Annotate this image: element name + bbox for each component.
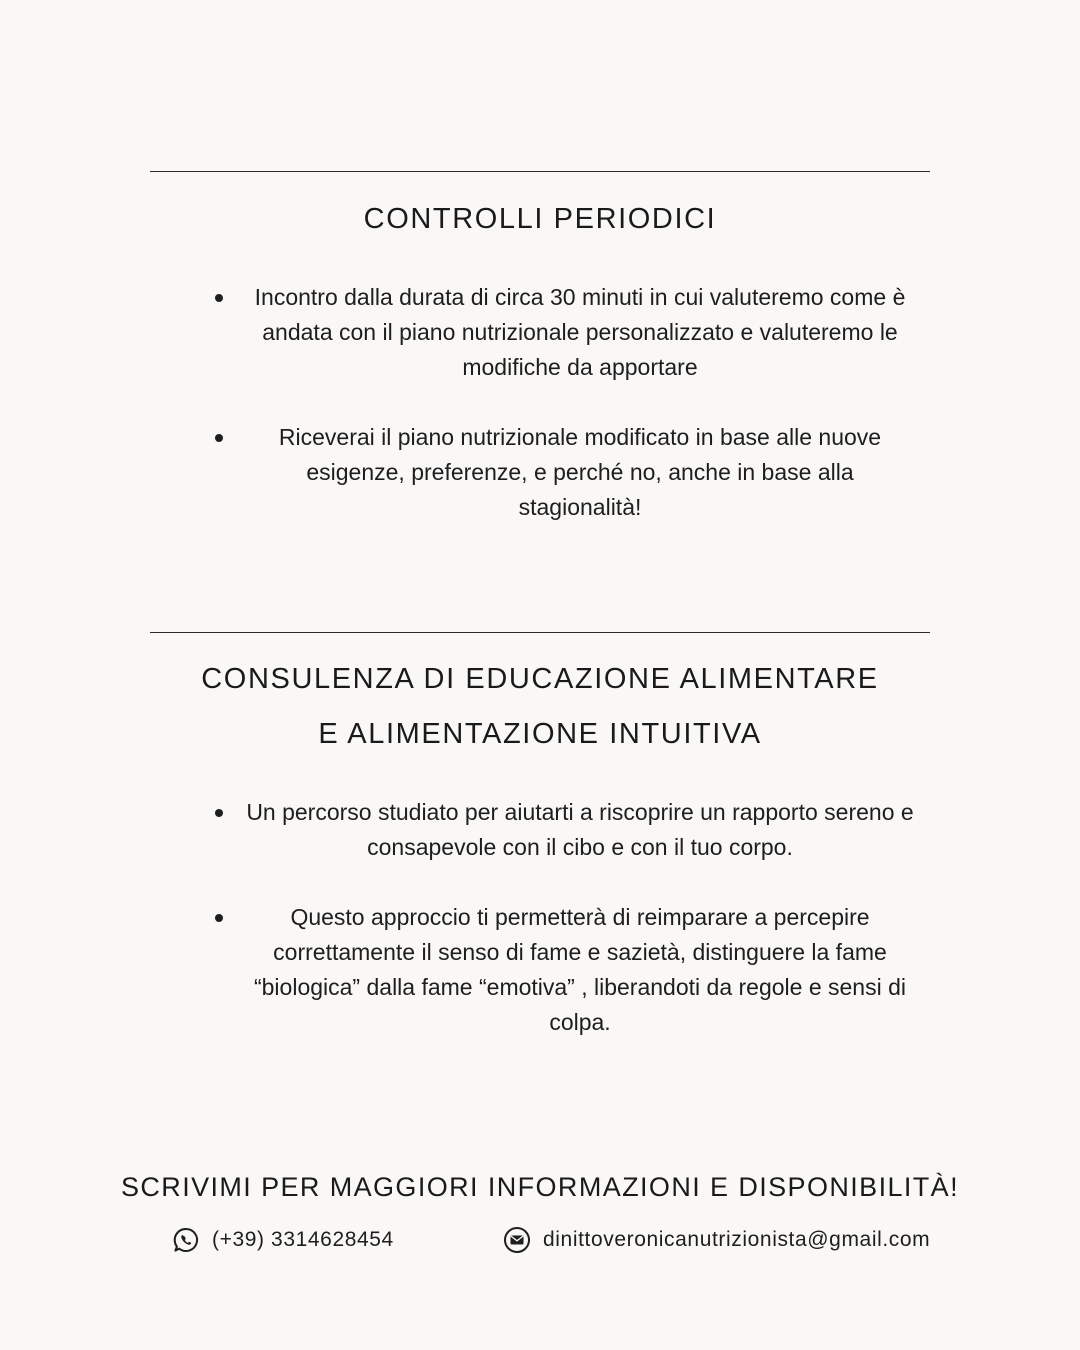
bullet-text: Questo approccio ti permetterà di reimparare a percepire correttamente il senso di fame e sazietà, distinguere la fame “biologica” dalla fame “emotiva” , liberandoti da regole e sensi di colpa. (253, 904, 906, 1035)
bullet-text: Incontro dalla durata di circa 30 minuti in cui valuteremo come è andata con il piano nutrizionale personalizzato e valuteremo le modifiche da apportare (254, 284, 906, 380)
whatsapp-icon (172, 1226, 200, 1254)
email-icon (503, 1226, 531, 1254)
contact-phone[interactable] (172, 1224, 394, 1256)
bullet-dot (215, 294, 223, 302)
section-title-controlli (0, 203, 1080, 236)
email-address: dinittoveronicanutrizionista@gmail.com (543, 1228, 931, 1251)
bullet-dot (215, 914, 223, 922)
list-item (205, 795, 915, 865)
list-item (205, 900, 915, 1040)
bullet-dot (215, 434, 223, 442)
bullet-list-controlli (205, 280, 915, 525)
cta-heading: SCRIVIMI PER MAGGIORI INFORMAZIONI E DISPONIBILITÀ! (121, 1172, 959, 1202)
section-title-line: CONTROLLI PERIODICI (363, 203, 717, 235)
contact-email[interactable] (503, 1224, 930, 1256)
section-title-consulenza-line-2 (0, 718, 1080, 751)
bullet-list-consulenza (205, 795, 915, 1040)
list-item (205, 420, 915, 525)
section-divider-top (150, 171, 930, 172)
section-title-consulenza-line-1 (0, 663, 1080, 696)
list-item (205, 280, 915, 385)
bullet-dot (215, 809, 223, 817)
section-title-line: E ALIMENTAZIONE INTUITIVA (318, 718, 762, 750)
section-divider-middle (150, 632, 930, 633)
bullet-text: Un percorso studiato per aiutarti a riscoprire un rapporto sereno e consapevole con il cibo e con il tuo corpo. (246, 799, 914, 860)
phone-number: (+39) 3314628454 (212, 1228, 394, 1251)
section-title-line: CONSULENZA DI EDUCAZIONE ALIMENTARE (201, 663, 879, 695)
bullet-text: Riceverai il piano nutrizionale modificato in base alle nuove esigenze, preferenze, e perché no, anche in base alla stagionalità! (278, 424, 882, 520)
